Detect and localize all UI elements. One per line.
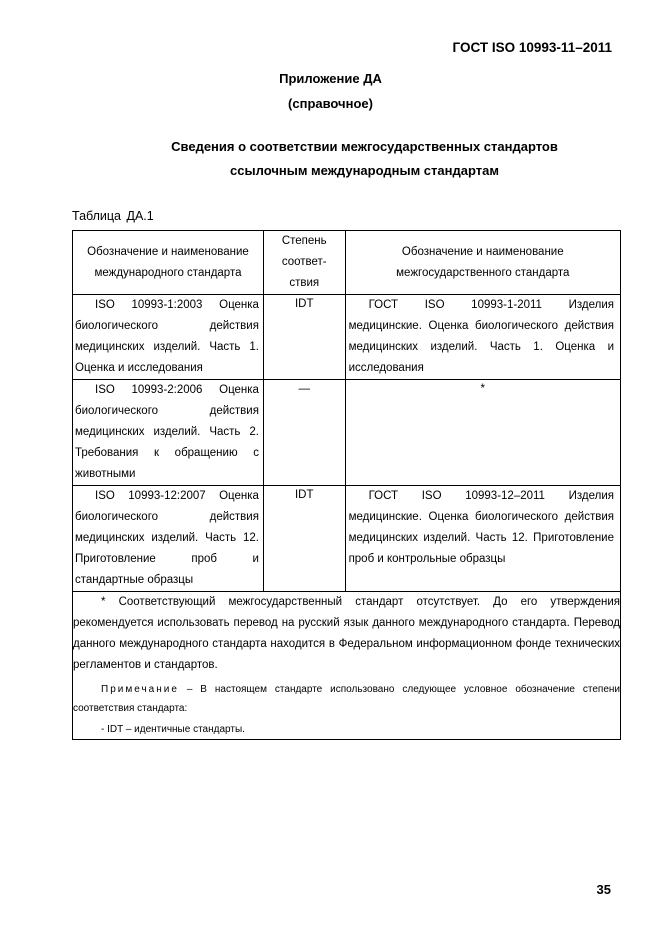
note-text: – В настоящем стандарте использовано следующее условное обозначение степени соответствия стандарта: — [73, 684, 620, 714]
table-footnote-row — [73, 592, 621, 740]
appendix-subtitle: (справочное) — [288, 96, 373, 111]
table-footnote: * Соответствующий межгосударственный стандарт отсутствует. До его утверждения рекомендуется использовать перевод на русский язык данного международного стандарта. Перевод данного международного стандарта находится в Федеральном информационном фонде технических регламентов и стандартов. — [73, 596, 620, 671]
note-item: - IDT – идентичные стандарты. — [101, 724, 245, 735]
note-label: Примечание — [101, 684, 179, 695]
table-row — [73, 486, 621, 592]
international-standard-cell: ISO 10993-2:2006 Оценка биологического действия медицинских изделий. Часть 2. Требования к обращению с животными — [75, 384, 259, 480]
standards-correspondence-table — [72, 230, 621, 740]
column-header-national: Обозначение и наименование межгосударственного стандарта — [345, 231, 620, 295]
degree-cell: IDT — [294, 298, 314, 310]
national-standard-cell: ГОСТ ISO 10993-1-2011 Изделия медицинские. Оценка биологического действия медицинских изделий. Часть 1. Оценка и исследования — [348, 299, 614, 374]
column-header-international: Обозначение и наименование международного стандарта — [73, 231, 264, 295]
table-caption-number: ДА.1 — [126, 209, 154, 223]
table-caption — [72, 209, 154, 223]
page-number: 35 — [596, 882, 611, 897]
section-heading-line2: ссылочным международным стандартам — [230, 163, 499, 178]
appendix-title: Приложение ДА — [279, 71, 382, 86]
table-note — [73, 680, 620, 718]
document-code: ГОСТ ISO 10993-11–2011 — [452, 40, 612, 55]
table-caption-prefix: Таблица — [72, 209, 122, 223]
table-row — [73, 380, 621, 486]
table-header-row — [73, 231, 621, 295]
national-standard-cell: ГОСТ ISO 10993-12–2011 Изделия медицинские. Оценка биологического действия медицинских изделий. Часть 12. Приготовление проб и контрольные образцы — [348, 490, 614, 565]
table-row — [73, 295, 621, 380]
national-standard-cell: * — [480, 383, 486, 395]
international-standard-cell: ISO 10993-12:2007 Оценка биологического действия медицинских изделий. Часть 12. Приготовление проб и стандартные образцы — [75, 490, 259, 586]
degree-cell: IDT — [294, 489, 314, 501]
column-header-degree: Степень соответ-ствия — [263, 231, 345, 295]
international-standard-cell: ISO 10993-1:2003 Оценка биологического действия медицинских изделий. Часть 1. Оценка и исследования — [75, 299, 259, 374]
degree-cell: — — [298, 383, 310, 395]
section-heading-line1: Сведения о соответствии межгосударственных стандартов — [171, 139, 558, 154]
